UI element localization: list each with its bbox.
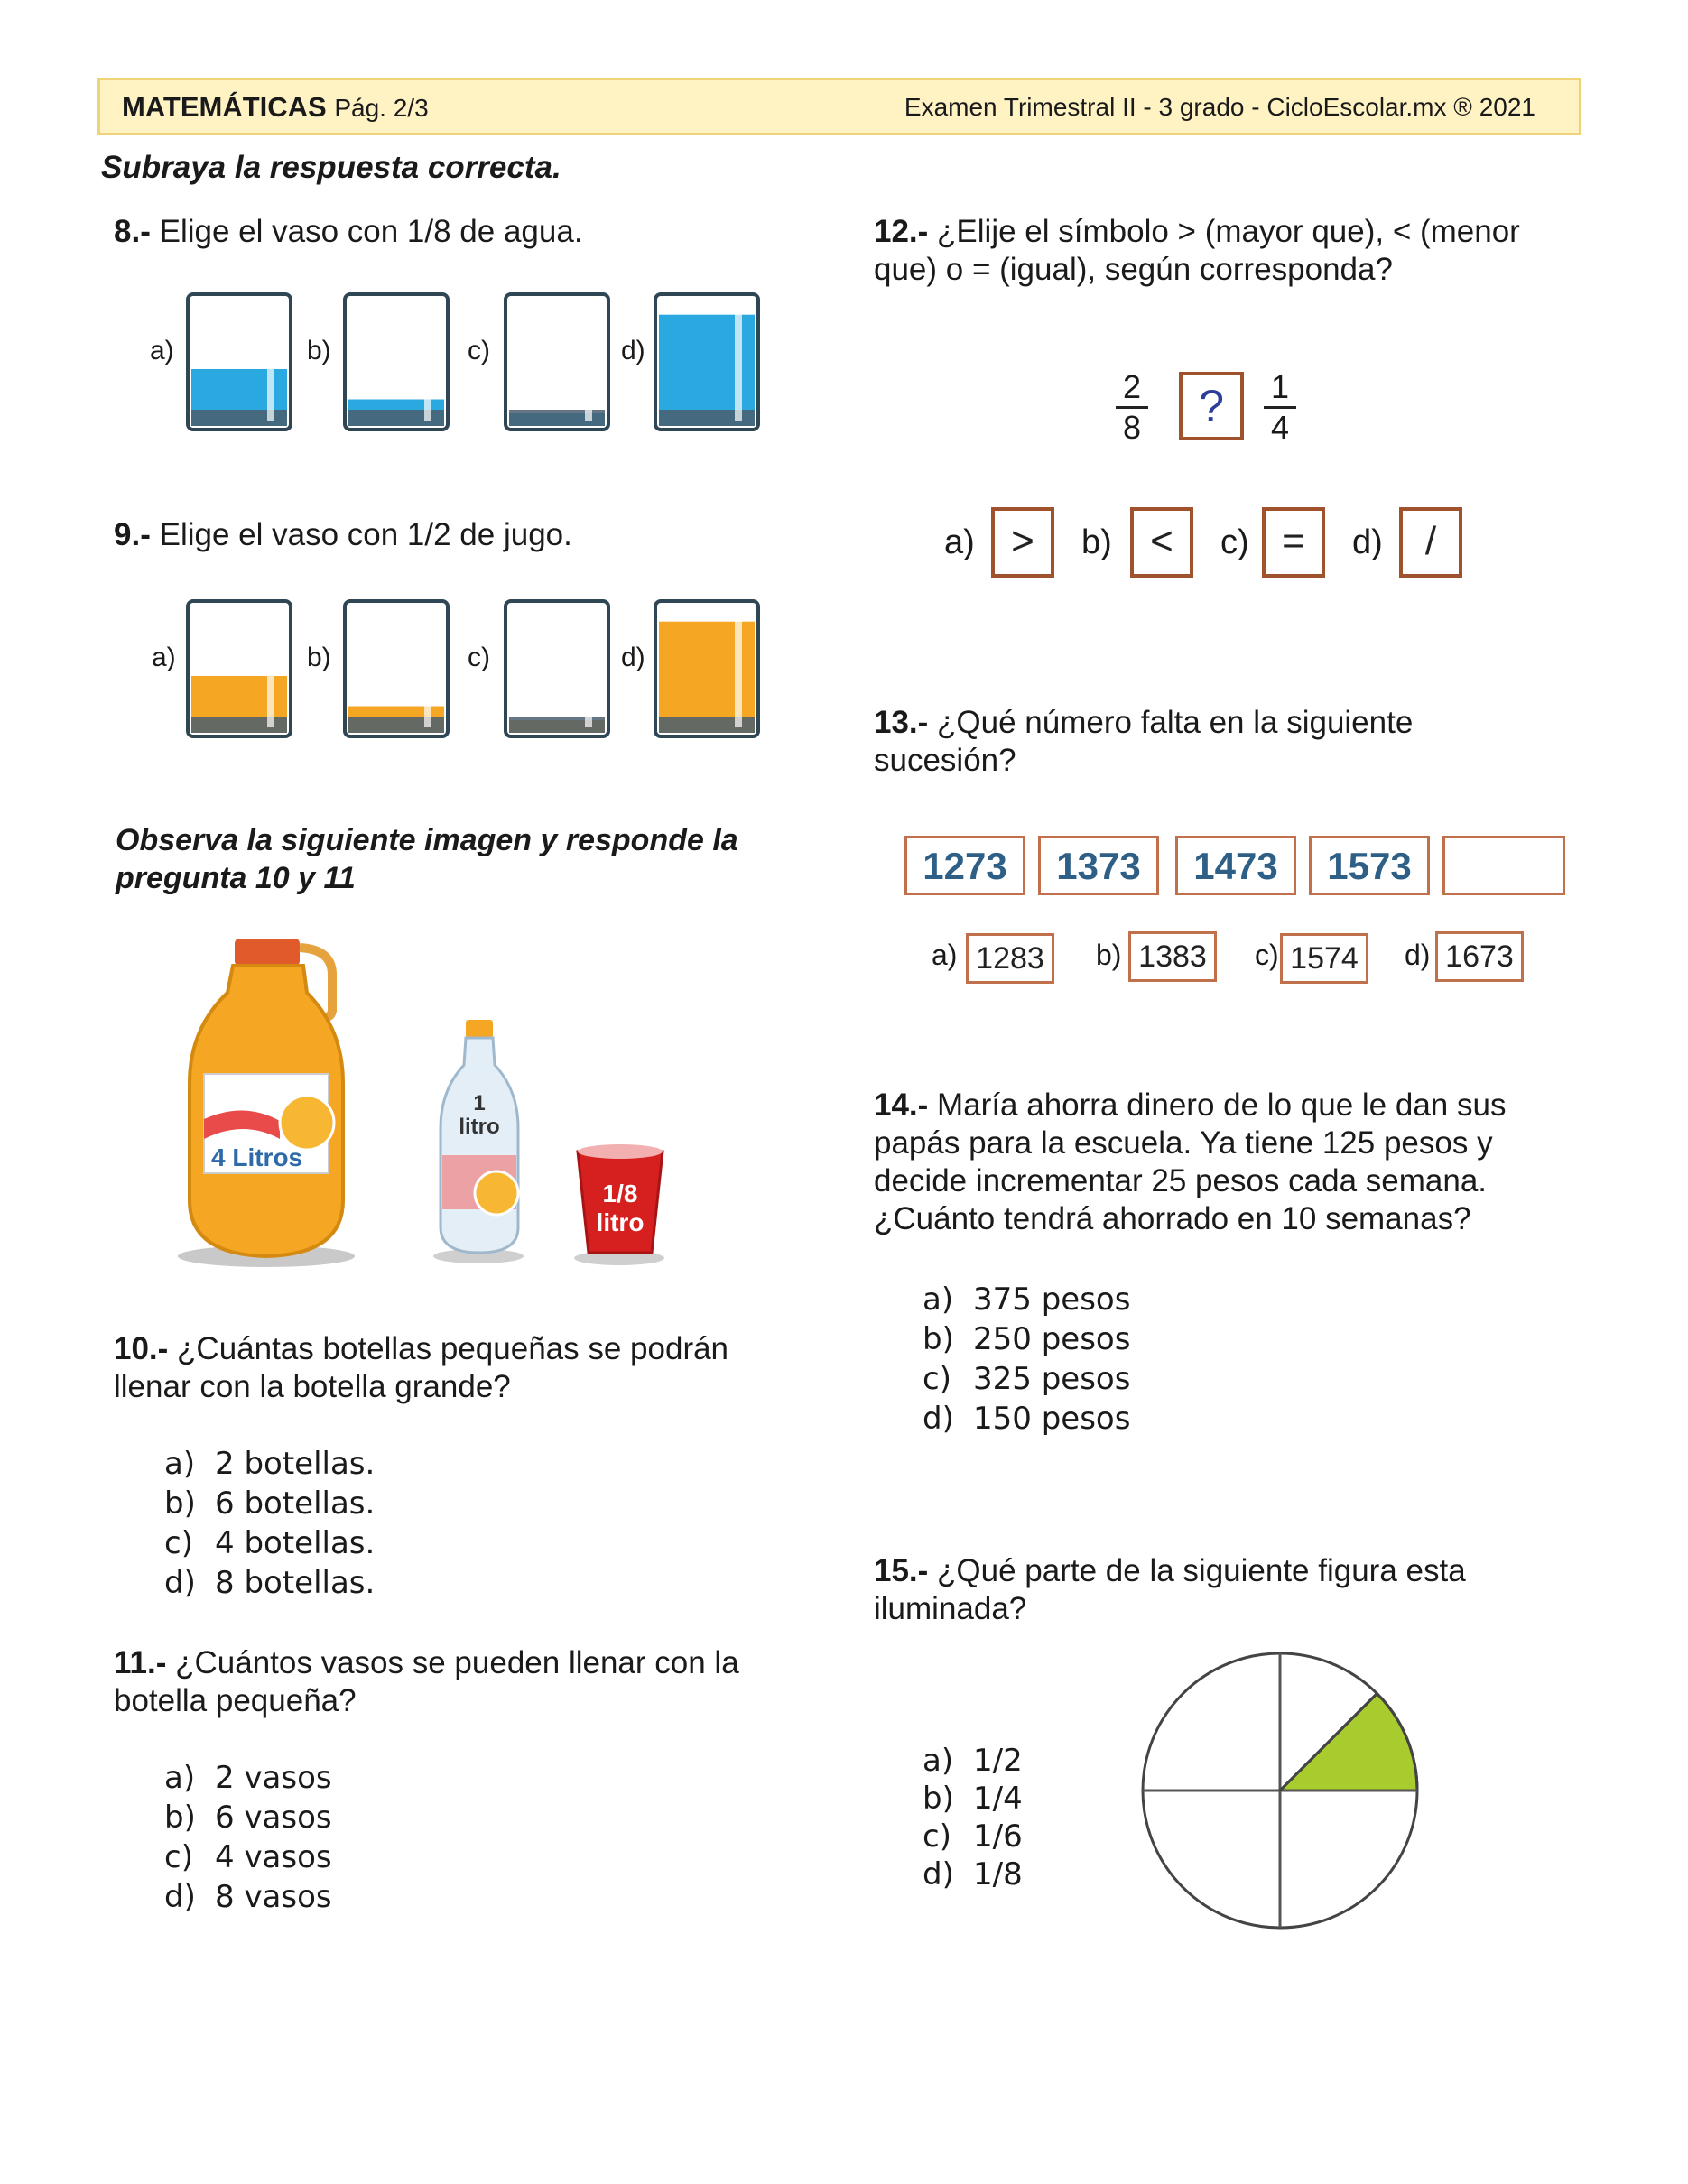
q9-glass [655,601,758,736]
q12-option-c-label: c) [1220,523,1249,561]
q12-option-d-label: d) [1352,523,1383,561]
q13-option-c-label: c) [1255,939,1279,971]
q8-glass [188,294,291,430]
big-bottle-text: 4 Litros [211,1143,303,1171]
q8-label-b[interactable]: b) [307,336,331,366]
q8-label-a[interactable]: a) [150,336,174,366]
q10-option-d[interactable]: d) 8 botellas. [164,1565,376,1601]
q13-option-a[interactable]: 1283 [966,933,1054,984]
big-bottle-cap [235,939,300,966]
q8-prompt: 8.- Elige el vaso con 1/8 de agua. [114,214,583,249]
q11-prompt: 11.- ¿Cuántos vasos se pueden llenar con la botella pequeña? [114,1645,739,1718]
q11-option-d[interactable]: d) 8 vasos [164,1879,332,1915]
q8-glass-shine [735,303,742,421]
orange-slice-icon [280,1096,334,1150]
q14-option-c[interactable]: c) 325 pesos [923,1361,1131,1397]
exam-info: Examen Trimestral II - 3 grado - CicloEscolar.mx ® 2021 [904,93,1535,121]
q8-glass-shine [267,303,274,421]
q8-glass-shine [585,303,592,421]
q8-glass [505,294,608,430]
q11-options [164,1758,332,1917]
small-bottle-text-2: litro [459,1115,500,1139]
q9-label-d[interactable]: d) [621,643,645,672]
q13-option-c[interactable]: 1574 [1280,933,1368,984]
q12-mystery-box: ? [1179,372,1244,440]
observe-instruction: Observa la siguiente imagen y responde la pregunta 10 y 11 [116,823,738,895]
q9-label-b[interactable]: b) [307,643,331,672]
q12-option-c[interactable]: = [1262,507,1325,578]
q8-glass-outline [505,294,608,430]
q12-option-b-label: b) [1081,523,1112,561]
q14-options [923,1280,1130,1439]
q8-glass [655,294,758,430]
q10-prompt: 10.- ¿Cuántas botellas pequeñas se podrán llenar con la botella grande? [114,1331,729,1404]
q8-label-d[interactable]: d) [621,336,645,366]
q9-label-a[interactable]: a) [152,643,176,672]
q12-right-fraction: 1 4 [1264,370,1296,445]
q15-options [923,1742,1023,1893]
page-number: Pág. 2/3 [334,94,429,122]
q9-glass-shine [267,610,274,727]
q12-left-fraction: 2 8 [1116,370,1148,445]
q13-option-b[interactable]: 1383 [1128,931,1217,982]
q9-glass-shine [735,610,742,727]
q10-option-a[interactable]: a) 2 botellas. [164,1446,376,1482]
q9-prompt: 9.- Elige el vaso con 1/2 de jugo. [114,517,572,552]
sequence-blank[interactable] [1442,836,1565,895]
q13-option-b-label: b) [1096,939,1122,971]
q10-option-b[interactable]: b) 6 botellas. [164,1485,376,1522]
q12-options [944,507,1468,579]
cup-text-2: litro [596,1208,645,1236]
q11-option-b[interactable]: b) 6 vasos [164,1800,332,1836]
q8-glasses [144,289,776,442]
q12-option-a-label: a) [944,523,975,561]
sequence-item: 1573 [1309,836,1430,895]
q13-option-d-label: d) [1405,939,1431,971]
q14-option-b[interactable]: b) 250 pesos [923,1321,1131,1357]
q11-option-a[interactable]: a) 2 vasos [164,1760,332,1796]
q9-glasses [144,596,776,749]
q11-option-c[interactable]: c) 4 vasos [164,1839,332,1875]
q15-option-c[interactable]: c) 1/6 [923,1818,1023,1855]
q13-option-d[interactable]: 1673 [1435,931,1524,982]
q15-option-b[interactable]: b) 1/4 [923,1781,1023,1817]
q13-prompt: 13.- ¿Qué número falta en la siguiente sucesión? [874,705,1414,778]
q13-option-a-label: a) [932,939,958,971]
q9-glass [188,601,291,736]
q8-glass-svg [144,289,776,442]
q14-option-a[interactable]: a) 375 pesos [923,1282,1131,1318]
small-bottle-body [441,1038,518,1253]
q10-options [164,1444,375,1603]
q14-prompt: 14.- María ahorra dinero de lo que le dan sus papás para la escuela. Ya tiene 125 pesos y decide incrementar 25 pesos cada semana. ¿Cuánto tendrá ahorrado en 10 semanas? [874,1087,1507,1236]
q8-glass [345,294,448,430]
small-bottle-text-1: 1 [473,1091,486,1115]
bottles-illustration [172,930,677,1272]
q12-option-b[interactable]: < [1130,507,1193,578]
q12-option-d[interactable]: / [1399,507,1462,578]
q9-glass-shine [585,610,592,727]
q9-glass-outline [505,601,608,736]
sequence-item: 1473 [1175,836,1296,895]
sequence-item: 1373 [1038,836,1159,895]
q15-option-d[interactable]: d) 1/8 [923,1856,1023,1892]
q9-glass [505,601,608,736]
page-header [97,78,1581,135]
q9-glass-shine [424,610,431,727]
q9-label-c[interactable]: c) [468,643,490,672]
q9-glass-svg [144,596,776,749]
sequence-item: 1273 [904,836,1025,895]
subject-title: MATEMÁTICAS Pág. 2/3 [122,91,429,123]
q9-glass [345,601,448,736]
q10-option-c[interactable]: c) 4 botellas. [164,1525,376,1561]
small-bottle-cap [466,1020,493,1038]
instruction: Subraya la respuesta correcta. [101,150,561,185]
fraction-circle [1137,1648,1423,1933]
q12-option-a[interactable]: > [991,507,1054,578]
q8-glass-shine [424,303,431,421]
q8-label-c[interactable]: c) [468,336,490,366]
small-orange-icon [475,1171,518,1215]
q12-prompt: 12.- ¿Elije el símbolo > (mayor que), < (menor que) o = (igual), según corresponda? [874,214,1520,287]
q15-option-a[interactable]: a) 1/2 [923,1743,1023,1779]
cup-text-1: 1/8 [602,1180,638,1208]
red-cup-rim [578,1144,663,1159]
q14-option-d[interactable]: d) 150 pesos [923,1401,1131,1437]
q15-prompt: 15.- ¿Qué parte de la siguiente figura esta iluminada? [874,1553,1466,1626]
shaded-sector [1280,1694,1417,1791]
